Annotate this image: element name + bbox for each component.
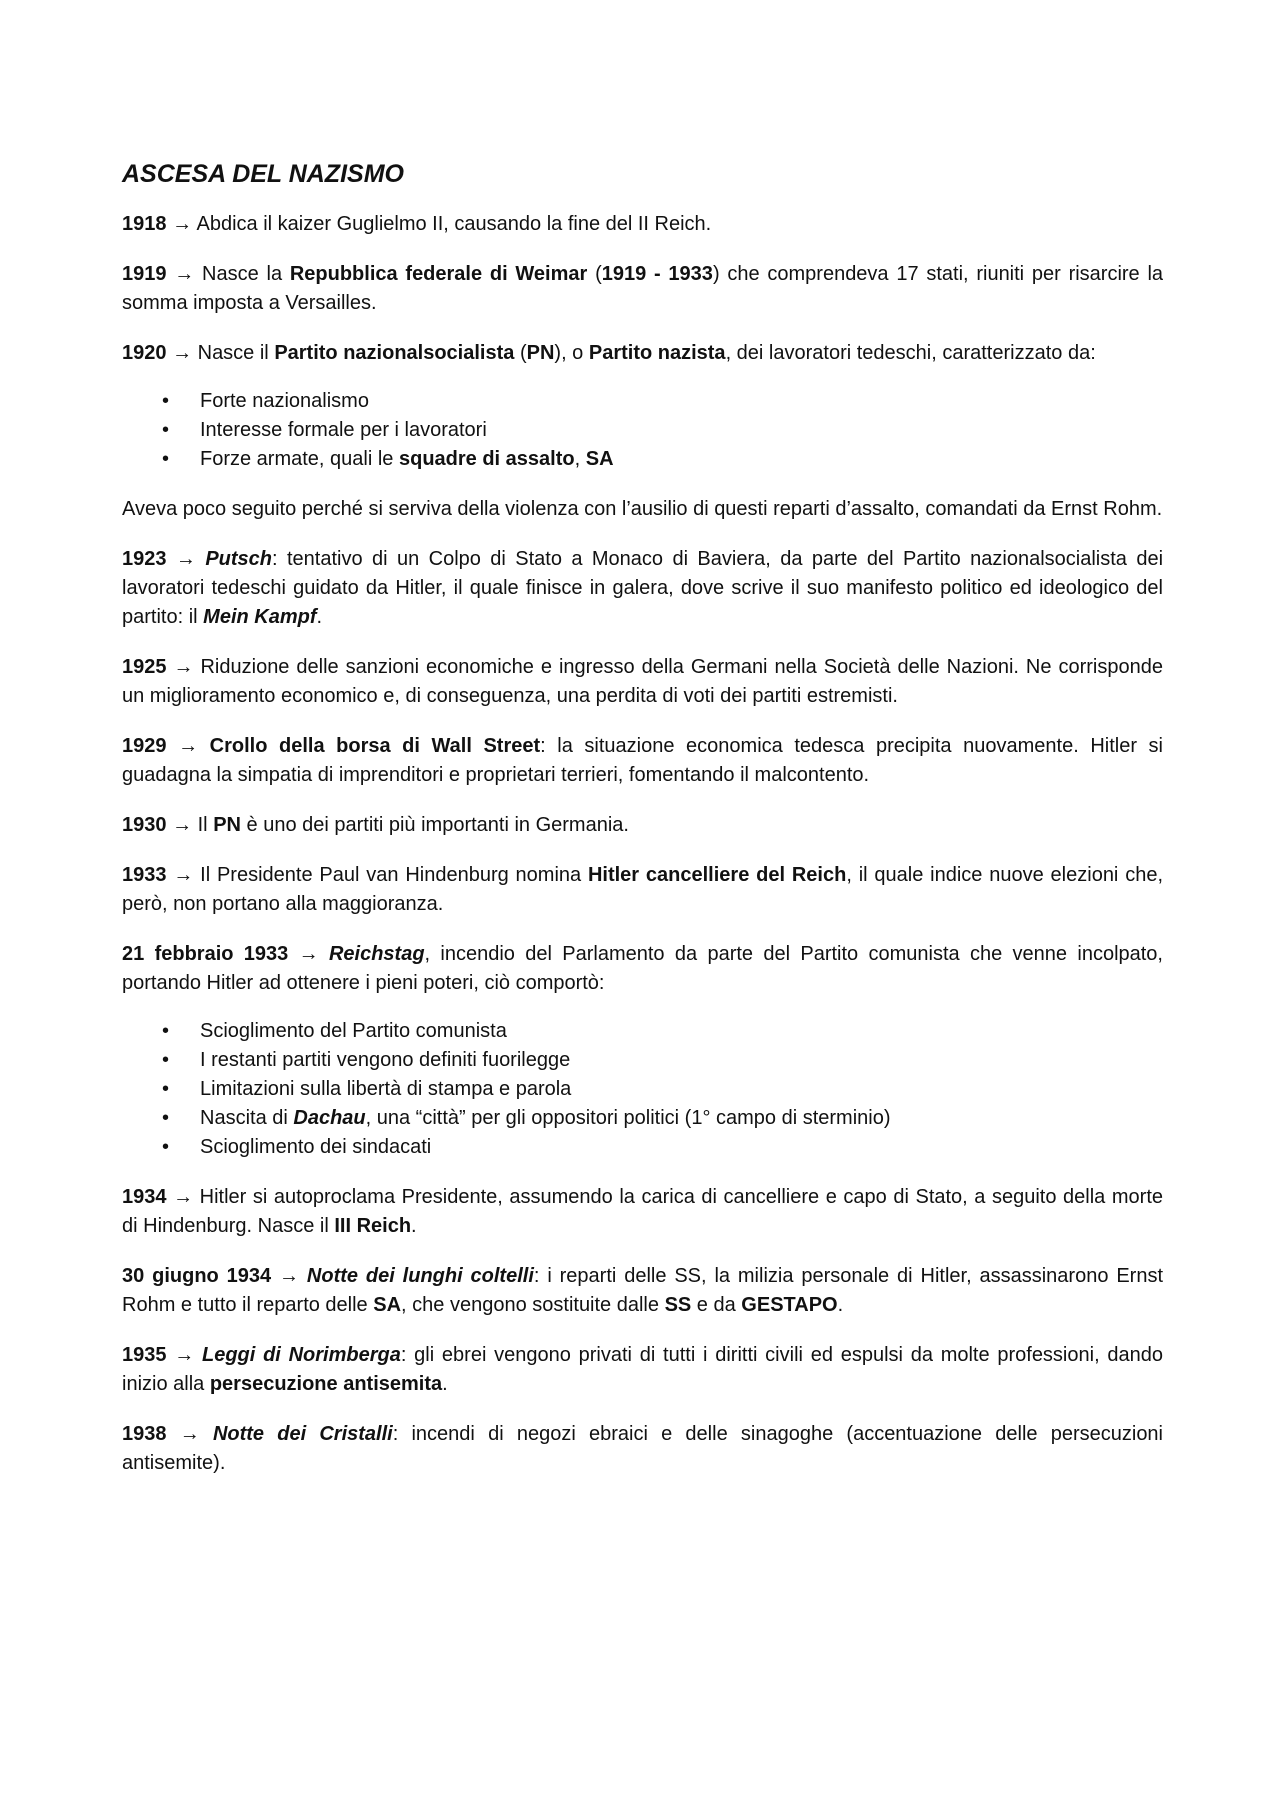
list-item: • Scioglimento del Partito comunista xyxy=(162,1017,1163,1046)
list-1933 xyxy=(122,1017,1163,1162)
bullet-icon: • xyxy=(162,1107,170,1129)
arrow-icon: → xyxy=(172,213,193,235)
year: 1923 xyxy=(122,548,167,570)
list-item: • Forte nazionalismo xyxy=(162,387,1163,416)
bullet-icon: • xyxy=(162,448,170,470)
bullet-icon: • xyxy=(162,419,170,441)
event-1938: 1938 → Notte dei Cristalli: incendi di negozi ebraici e delle sinagoghe (accentuazione delle persecuzioni antisemite). xyxy=(122,1423,1164,1474)
year: 1935 xyxy=(122,1344,167,1366)
date: 30 giugno 1934 xyxy=(122,1265,272,1287)
date: 21 febbraio 1933 xyxy=(122,943,289,965)
event-1933-reichstag: 21 febbraio 1933 → Reichstag, incendio del Parlamento da parte del Partito comunista che venne incolpato, portando Hitler ad ottenere i pieni poteri, ciò comportò: xyxy=(122,943,1163,994)
arrow-icon: → xyxy=(179,1423,200,1445)
arrow-icon: → xyxy=(172,342,193,364)
list-item: • Limitazioni sulla libertà di stampa e parola xyxy=(162,1075,1163,1104)
page-title: ASCESA DEL NAZISMO xyxy=(122,160,404,188)
list-item: • Scioglimento dei sindacati xyxy=(162,1133,1163,1162)
bullet-icon: • xyxy=(162,1136,170,1158)
event-1934-coltelli: 30 giugno 1934 → Notte dei lunghi coltelli: i reparti delle SS, la milizia personale di Hitler, assassinarono Ernst Rohm e tutto il reparto delle SA, che vengono sostituite dalle SS e da GESTAPO. xyxy=(122,1265,1164,1316)
list-item: • Interesse formale per i lavoratori xyxy=(162,416,1163,445)
event-1920: 1920 → Nasce il Partito nazionalsocialista (PN), o Partito nazista, dei lavoratori tedeschi, caratterizzato da: xyxy=(122,342,1096,364)
event-1918: 1918 → Abdica il kaizer Guglielmo II, causando la fine del II Reich. xyxy=(122,213,712,235)
bullet-icon: • xyxy=(162,390,170,412)
year: 1938 xyxy=(122,1423,167,1445)
list-item: • I restanti partiti vengono definiti fuorilegge xyxy=(162,1046,1163,1075)
bullet-icon: • xyxy=(162,1049,170,1071)
arrow-icon: → xyxy=(174,263,195,285)
arrow-icon: → xyxy=(172,814,193,836)
list-1920 xyxy=(122,387,1163,474)
event-1933: 1933 → Il Presidente Paul van Hindenburg nomina Hitler cancelliere del Reich, il quale indice nuove elezioni che, però, non portano alla maggioranza. xyxy=(122,864,1164,915)
arrow-icon: → xyxy=(178,735,199,757)
event-1919: 1919 → Nasce la Repubblica federale di Weimar (1919 - 1933) che comprendeva 17 stati, riuniti per risarcire la somma imposta a Versailles. xyxy=(122,263,1164,314)
event-1925: 1925 → Riduzione delle sanzioni economiche e ingresso della Germani nella Società delle Nazioni. Ne corrisponde un miglioramento economico e, di conseguenza, una perdita di voti dei partiti estremisti. xyxy=(122,656,1163,707)
event-1930: 1930 → Il PN è uno dei partiti più importanti in Germania. xyxy=(122,814,629,836)
year: 1934 xyxy=(122,1186,167,1208)
event-1934: 1934 → Hitler si autoproclama Presidente, assumendo la carica di cancelliere e capo di Stato, a seguito della morte di Hindenburg. Nasce il III Reich. xyxy=(122,1186,1163,1237)
event-1923: 1923 → Putsch: tentativo di un Colpo di Stato a Monaco di Baviera, da parte del Partito nazionalsocialista dei lavoratori tedeschi guidato da Hitler, il quale finisce in galera, dove scrive il suo manifesto politico ed ideologico del partito: il Mein Kampf. xyxy=(122,548,1164,628)
bullet-icon: • xyxy=(162,1020,170,1042)
arrow-icon: → xyxy=(173,864,194,886)
event-1929: 1929 → Crollo della borsa di Wall Street: la situazione economica tedesca precipita nuovamente. Hitler si guadagna la simpatia di imprenditori e proprietari terrieri, fomentando il malcontento. xyxy=(122,735,1164,786)
arrow-icon: → xyxy=(279,1265,300,1287)
paragraph-followup-1920: Aveva poco seguito perché si serviva della violenza con l’ausilio di questi reparti d’assalto, comandati da Ernst Rohm. xyxy=(122,498,1163,520)
list-item: • Nascita di Dachau, una “città” per gli oppositori politici (1° campo di sterminio) xyxy=(162,1104,1163,1133)
arrow-icon: → xyxy=(175,548,196,570)
list-item: • Forze armate, quali le squadre di assalto, SA xyxy=(162,445,1163,474)
bullet-icon: • xyxy=(162,1078,170,1100)
year: 1933 xyxy=(122,864,167,886)
year: 1930 xyxy=(122,814,167,836)
arrow-icon: → xyxy=(174,1344,195,1366)
arrow-icon: → xyxy=(173,1186,194,1208)
year: 1919 xyxy=(122,263,167,285)
year: 1920 xyxy=(122,342,167,364)
event-1935: 1935 → Leggi di Norimberga: gli ebrei vengono privati di tutti i diritti civili ed espulsi da molte professioni, dando inizio alla persecuzione antisemita. xyxy=(122,1344,1163,1395)
arrow-icon: → xyxy=(298,943,319,965)
year: 1925 xyxy=(122,656,167,678)
arrow-icon: → xyxy=(173,656,194,678)
year: 1929 xyxy=(122,735,167,757)
year: 1918 xyxy=(122,213,167,235)
